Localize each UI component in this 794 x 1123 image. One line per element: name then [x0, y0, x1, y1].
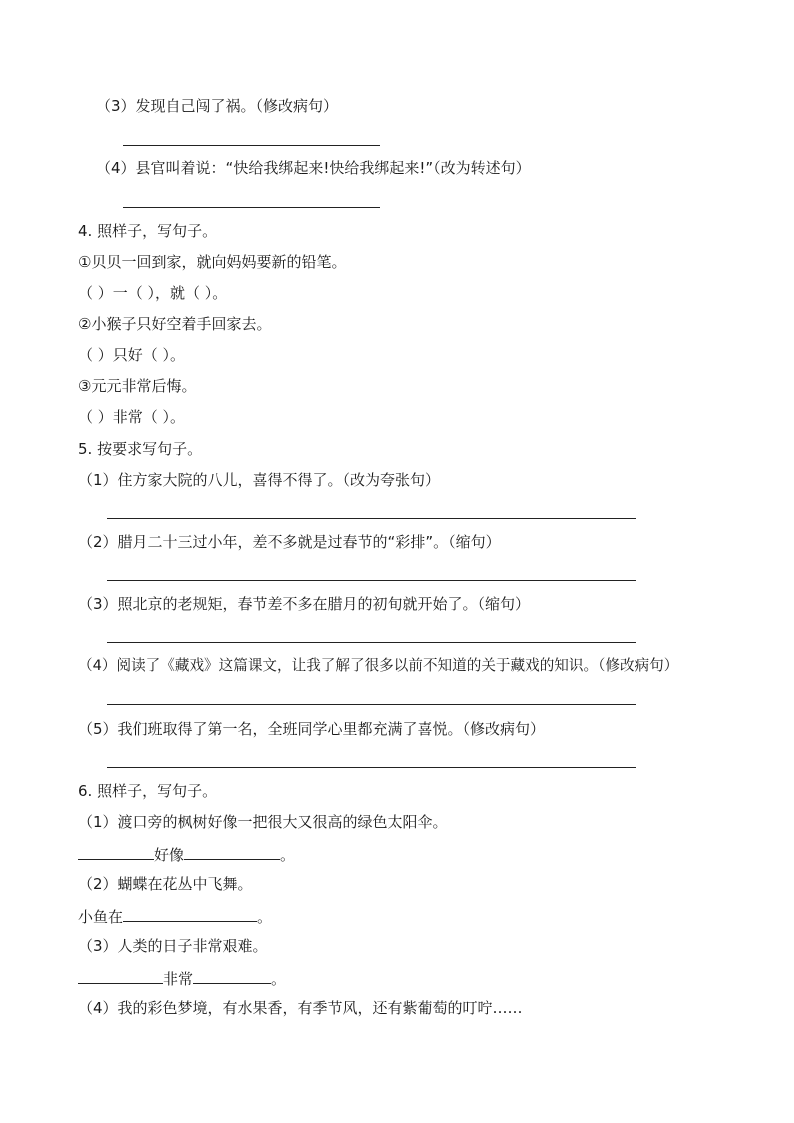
question-5-1: （1）住方家大院的八儿，喜得不得了。（改为夸张句）: [78, 471, 441, 489]
pattern-6-1-end: 。: [280, 846, 296, 864]
blank-6-2[interactable]: [123, 905, 257, 922]
answer-line-3-4[interactable]: [123, 207, 380, 208]
pattern-6-2-start: 小鱼在: [78, 908, 124, 926]
answer-line-5-1[interactable]: [107, 518, 636, 519]
question-5-3: （3）照北京的老规矩，春节差不多在腊月的初旬就开始了。（缩句）: [78, 595, 531, 613]
example-6-4: （4）我的彩色梦境，有水果香，有季节风，还有紫葡萄的叮咛……: [78, 999, 523, 1017]
blank-6-3-a[interactable]: [78, 967, 163, 984]
question-3-3: （3）发现自己闯了祸。（修改病句）: [96, 97, 339, 115]
question-3-4: （4）县官叫着说：“快给我绑起来!快给我绑起来!”（改为转述句）: [96, 159, 531, 177]
example-6-1: （1）渡口旁的枫树好像一把很大又很高的绿色太阳伞。: [78, 813, 448, 831]
example-4-2: ②小猴子只好空着手回家去。: [78, 315, 272, 333]
blank-6-1-a[interactable]: [78, 843, 154, 860]
section-4-heading: 4. 照样子，写句子。: [78, 222, 218, 240]
pattern-6-1-middle: 好像: [154, 846, 185, 864]
example-4-3: ③元元非常后悔。: [78, 377, 197, 395]
pattern-6-1: [78, 843, 295, 865]
question-5-5: （5）我们班取得了第一名，全班同学心里都充满了喜悦。（修改病句）: [78, 720, 546, 738]
answer-line-3-3[interactable]: [123, 145, 380, 146]
blank-6-1-b[interactable]: [184, 843, 280, 860]
pattern-6-2: [78, 905, 272, 927]
pattern-6-3: [78, 967, 286, 989]
answer-line-5-2[interactable]: [107, 580, 636, 581]
example-4-1: ①贝贝一回到家，就向妈妈要新的铅笔。: [78, 253, 347, 271]
section-6-heading: 6. 照样子，写句子。: [78, 782, 218, 800]
pattern-4-3[interactable]: （ ）非常（ ）。: [78, 408, 186, 426]
example-6-2: （2）蝴蝶在花丛中飞舞。: [78, 875, 253, 893]
question-5-4: （4）阅读了《藏戏》这篇课文，让我了解了很多以前不知道的关于藏戏的知识。（修改病句）: [78, 657, 679, 674]
answer-line-5-5[interactable]: [107, 767, 636, 768]
example-6-3: （3）人类的日子非常艰难。: [78, 937, 268, 955]
pattern-4-1[interactable]: （ ）一（ ），就（ ）。: [78, 284, 228, 302]
answer-line-5-4[interactable]: [107, 704, 636, 705]
pattern-6-2-end: 。: [257, 908, 273, 926]
pattern-6-3-end: 。: [271, 970, 287, 988]
question-5-2: （2）腊月二十三过小年，差不多就是过春节的“彩排”。（缩句）: [78, 533, 501, 551]
pattern-6-3-middle: 非常: [163, 970, 194, 988]
blank-6-3-b[interactable]: [193, 967, 271, 984]
section-5-heading: 5. 按要求写句子。: [78, 440, 203, 458]
pattern-4-2[interactable]: （ ）只好（ ）。: [78, 346, 186, 364]
answer-line-5-3[interactable]: [107, 642, 636, 643]
